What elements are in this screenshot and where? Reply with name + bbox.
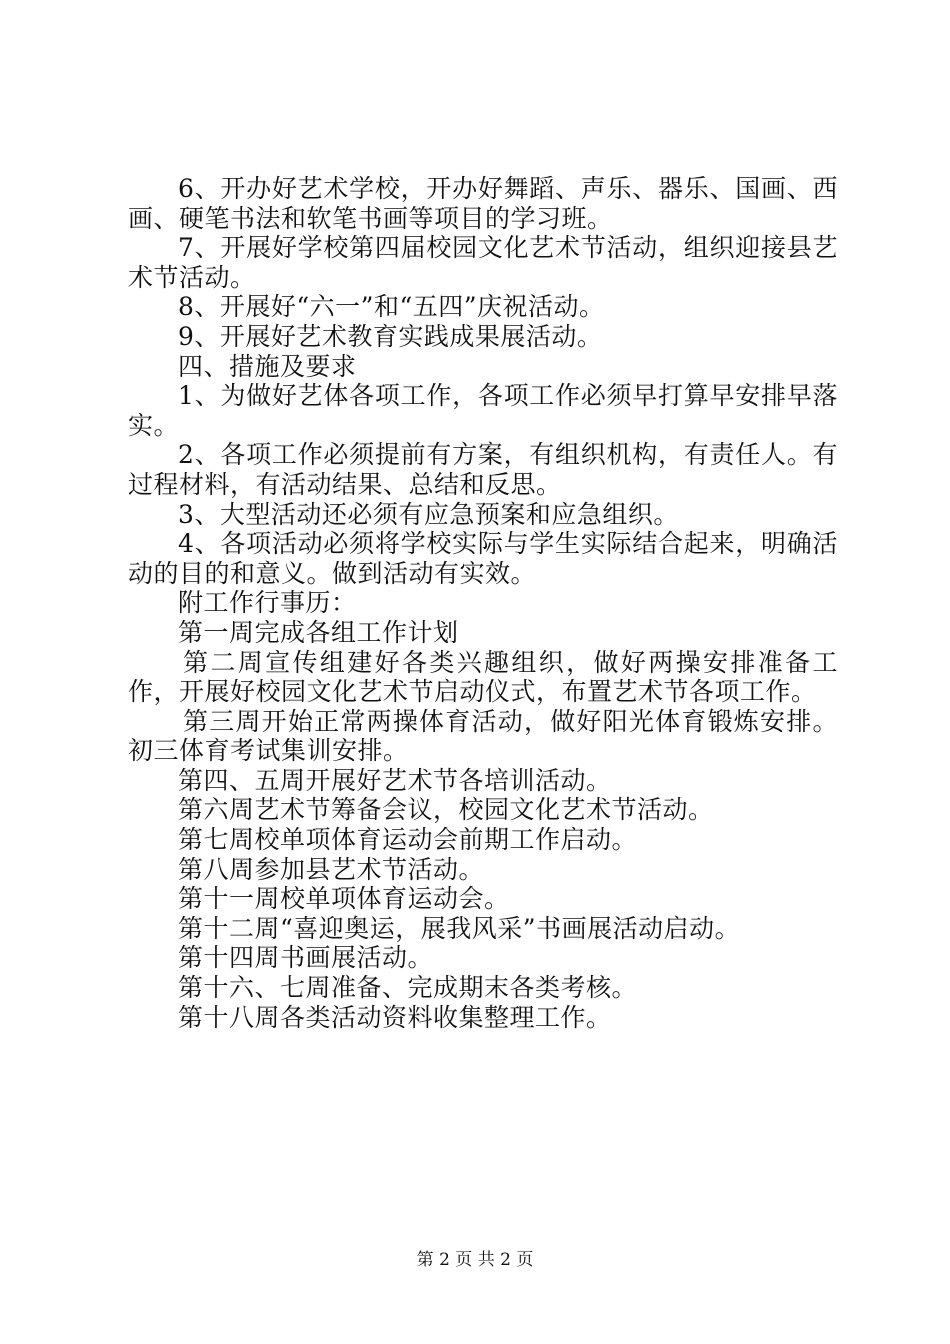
paragraph-item-9: 9、开展好艺术教育实践成果展活动。 [178,321,603,351]
document-body [128,174,838,1032]
schedule-heading: 附工作行事历： [178,588,357,618]
schedule-week-2: 第二周宣传组建好各类兴趣组织，做好两操安排准备工作，开展好校园文化艺术节启动仪式，布置艺术节各项工作。 [128,647,838,707]
schedule-week-8: 第八周参加县艺术节活动。 [178,854,485,884]
page-number-label: 第 2 页 共 2 页 [416,1250,534,1270]
paragraph-item-6: 6、开办好艺术学校，开办好舞蹈、声乐、器乐、国画、西画、硬笔书法和软笔书画等项目的学习班。 [128,174,838,233]
measure-item-2: 2、各项工作必须提前有方案，有组织机构，有责任人。有过程材料，有活动结果、总结和反思。 [128,440,838,499]
schedule-week-12: 第十二周“喜迎奥运，展我风采”书画展活动启动。 [178,913,741,943]
schedule-week-7: 第七周校单项体育运动会前期工作启动。 [178,825,638,855]
schedule-week-1: 第一周完成各组工作计划 [178,617,459,647]
section-heading-measures: 四、措施及要求 [178,351,357,381]
measure-item-1: 1、为做好艺体各项工作，各项工作必须早打算早安排早落实。 [128,381,838,440]
schedule-week-11: 第十一周校单项体育运动会。 [178,884,510,914]
schedule-week-6: 第六周艺术节筹备会议，校园文化艺术节活动。 [178,795,714,825]
measure-item-3: 3、大型活动还必须有应急预案和应急组织。 [178,499,679,529]
paragraph-item-7: 7、开展好学校第四届校园文化艺术节活动，组织迎接县艺术节活动。 [128,233,838,292]
measure-item-4: 4、各项活动必须将学校实际与学生实际结合起来，明确活动的目的和意义。做到活动有实效。 [128,529,838,588]
schedule-week-3: 第三周开始正常两操体育活动，做好阳光体育锻炼安排。初三体育考试集训安排。 [128,706,838,766]
schedule-week-18: 第十八周各类活动资料收集整理工作。 [178,1002,612,1032]
schedule-week-14: 第十四周书画展活动。 [178,943,434,973]
page-footer [0,1245,950,1270]
paragraph-item-8: 8、开展好“六一”和“五四”庆祝活动。 [178,292,605,322]
schedule-week-16-17: 第十六、七周准备、完成期末各类考核。 [178,973,638,1003]
schedule-week-4-5: 第四、五周开展好艺术节各培训活动。 [178,765,612,795]
